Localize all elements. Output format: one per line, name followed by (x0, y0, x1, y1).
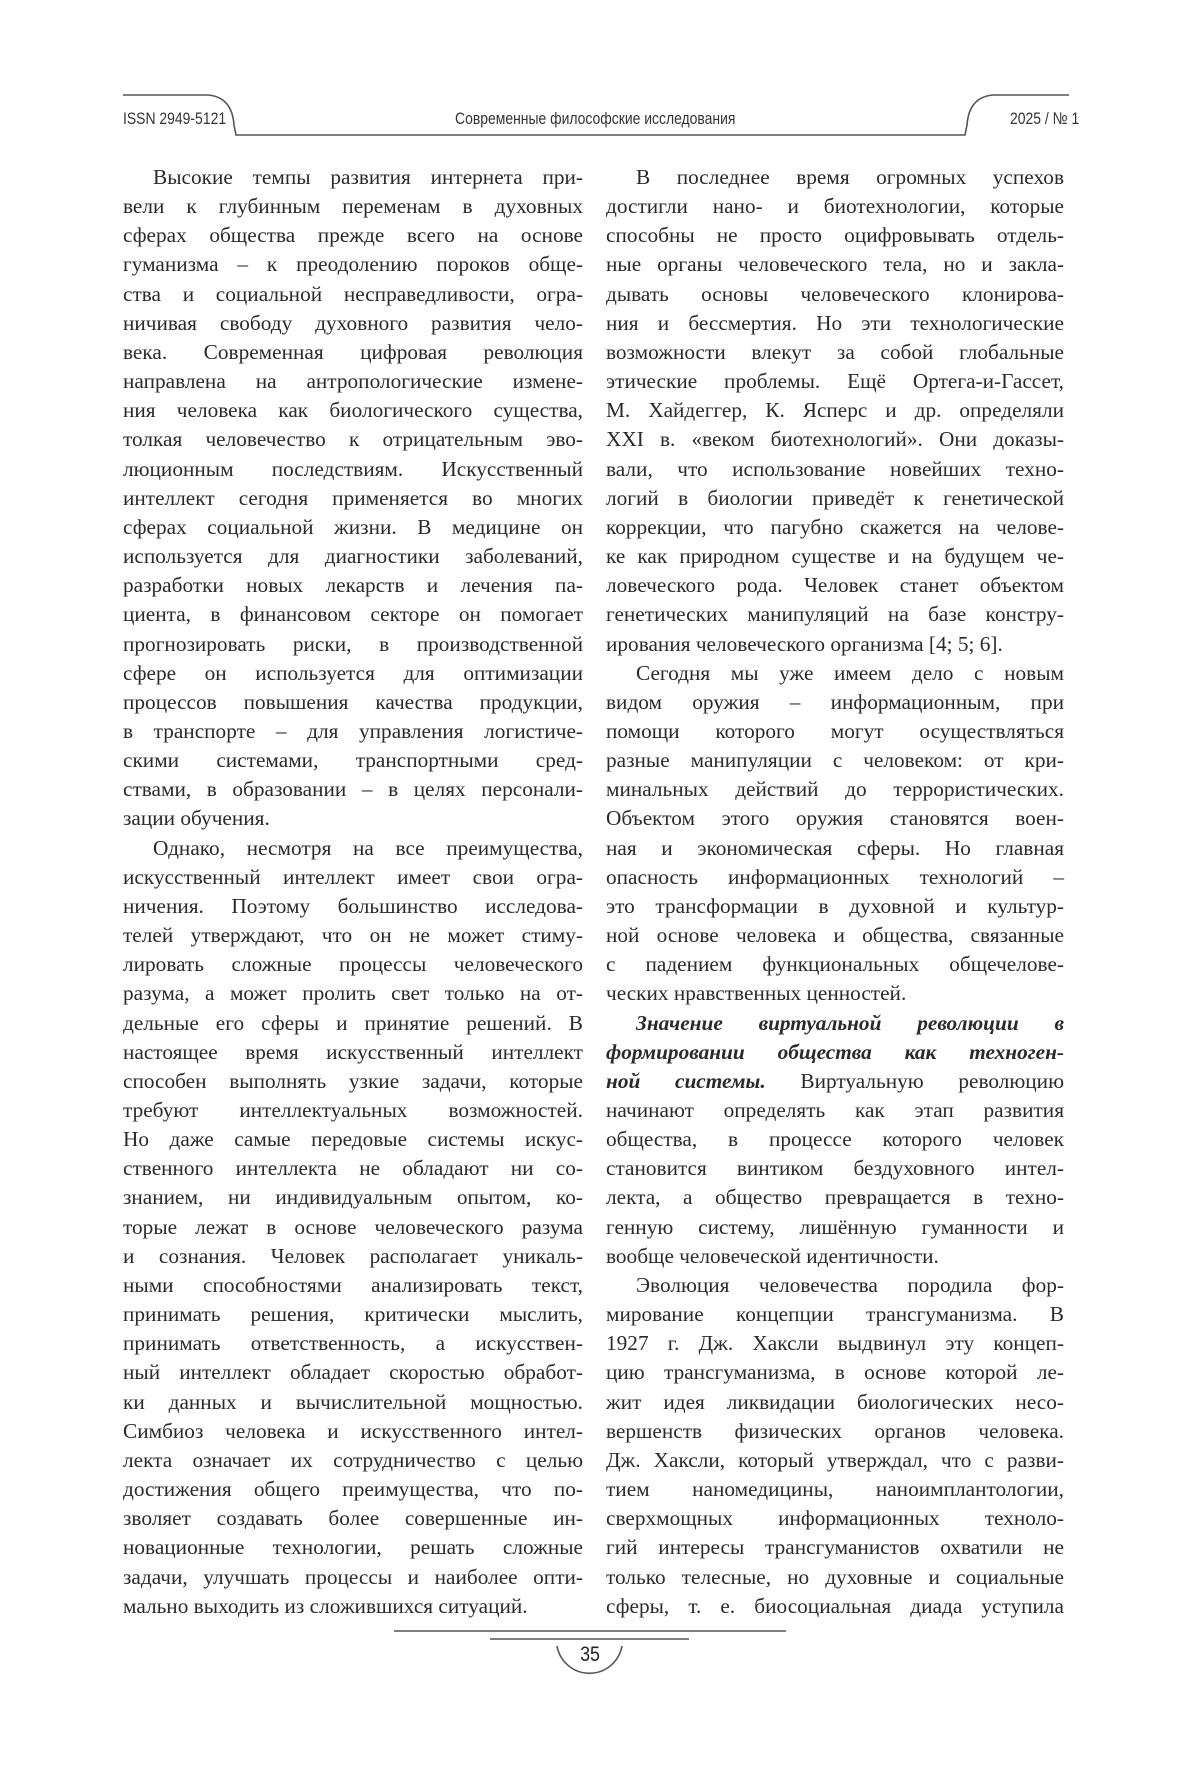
text-line: Высокие темпы развития интернета при- (123, 163, 583, 192)
text-line: логий в биологии приведёт к генетической (606, 484, 1064, 513)
text-line: ки данных и вычислительной мощностью. (123, 1388, 583, 1417)
text-line: сверхмощных информационных техноло- (606, 1504, 1064, 1533)
text-line: века. Современная цифровая революция (123, 338, 583, 367)
text-line: ная и экономическая сферы. Но главная (606, 834, 1064, 863)
page-number: 35 (566, 1643, 614, 1667)
text-line: гий интересы трансгуманистов охватили не (606, 1533, 1064, 1562)
text-line: способен выполнять узкие задачи, которые (123, 1067, 583, 1096)
text-line: общества, в процессе которого человек (606, 1125, 1064, 1154)
text-line: ничивая свободу духовного развития чело- (123, 309, 583, 338)
text-line: принимать ответственность, а искусствен- (123, 1329, 583, 1358)
text-line: сферах общества прежде всего на основе (123, 221, 583, 250)
text-line: Но даже самые передовые системы искус- (123, 1125, 583, 1154)
text-line: ловеческого рода. Человек станет объектом (606, 571, 1064, 600)
text-line: знанием, ни индивидуальным опытом, ко- (123, 1183, 583, 1212)
text-line: сферы, т. е. биосоциальная диада уступила (606, 1592, 1064, 1621)
text-line: возможности влекут за собой глобальные (606, 338, 1064, 367)
text-line: скими системами, транспортными сред- (123, 746, 583, 775)
text-line: XXI в. «веком биотехнологий». Они доказы- (606, 425, 1064, 454)
text-line: достижения общего преимущества, что по- (123, 1475, 583, 1504)
text-line: 1927 г. Дж. Хаксли выдвинул эту концеп- (606, 1329, 1064, 1358)
text-line: искусственный интеллект имеет свои огра- (123, 863, 583, 892)
section-heading-text: Значение виртуальной революции в (636, 1011, 1064, 1035)
text-line: ния и бессмертия. Но эти технологические (606, 309, 1064, 338)
text-column-right (606, 163, 1064, 1621)
text-line: вели к глубинным переменам в духовных (123, 192, 583, 221)
text-line: Объектом этого оружия становятся воен- (606, 804, 1064, 833)
text-line: достигли нано- и биотехнологии, которые (606, 192, 1064, 221)
text-line: лировать сложные процессы человеческого (123, 950, 583, 979)
text-line: толкая человечество к отрицательным эво- (123, 425, 583, 454)
paragraph (606, 659, 1064, 1009)
text-line: дывать основы человеческого клонирова- (606, 280, 1064, 309)
text-line: ной основе человека и общества, связанные (606, 921, 1064, 950)
text-line: разные манипуляции с человеком: от кри- (606, 746, 1064, 775)
text-line: торые лежат в основе человеческого разума (123, 1213, 583, 1242)
text-line: ства и социальной несправедливости, огра- (123, 280, 583, 309)
text-line: вообще человеческой идентичности. (606, 1242, 1064, 1271)
text-line: мально выходить из сложившихся ситуаций. (123, 1592, 583, 1621)
text-line: генную систему, лишённую гуманности и (606, 1213, 1064, 1242)
text-line: зволяет создавать более совершенные ин- (123, 1504, 583, 1533)
text-line: телей утверждают, что он не может стиму- (123, 921, 583, 950)
text-line: помощи которого могут осуществляться (606, 717, 1064, 746)
text-line: и сознания. Человек располагает уникаль- (123, 1242, 583, 1271)
text-line: с падением функциональных общечелове- (606, 950, 1064, 979)
paragraph (606, 163, 1064, 659)
text-line: ными способностями анализировать текст, (123, 1271, 583, 1300)
text-line: коррекции, что пагубно скажется на челове- (606, 513, 1064, 542)
text-line: ный интеллект обладает скоростью обработ- (123, 1358, 583, 1387)
text-line: принимать решения, критически мыслить, (123, 1300, 583, 1329)
text-line: направлена на антропологические измене- (123, 367, 583, 396)
text-line: разработки новых лекарств и лечения па- (123, 571, 583, 600)
text-line: Однако, несмотря на все преимущества, (123, 834, 583, 863)
text-line: ствами, в образовании – в целях персонали- (123, 775, 583, 804)
body-text: Виртуальную революцию (766, 1069, 1064, 1093)
text-line: этические проблемы. Ещё Ортега-и-Гассет, (606, 367, 1064, 396)
text-line: дельные его сферы и принятие решений. В (123, 1009, 583, 1038)
text-line: ственного интеллекта не обладают ни со- (123, 1154, 583, 1183)
text-line: генетических манипуляций на базе констру- (606, 600, 1064, 629)
text-line: в транспорте – для управления логистиче- (123, 717, 583, 746)
text-line: тием наномедицины, наноимплантологии, (606, 1475, 1064, 1504)
text-line: ке как природном существе и на будущем че- (606, 542, 1064, 571)
text-line: сферах социальной жизни. В медицине он (123, 513, 583, 542)
text-line: новационные технологии, решать сложные (123, 1533, 583, 1562)
text-line: начинают определять как этап развития (606, 1096, 1064, 1125)
text-line: зации обучения. (123, 804, 583, 833)
text-column-left (123, 163, 583, 1621)
text-line: способны не просто оцифровывать отдель- (606, 221, 1064, 250)
text-line: это трансформации в духовной и культур- (606, 892, 1064, 921)
text-line (606, 1038, 1064, 1067)
text-line: Сегодня мы уже имеем дело с новым (606, 659, 1064, 688)
paragraph (123, 834, 583, 1621)
text-line: Дж. Хаксли, который утверждал, что с разви- (606, 1446, 1064, 1475)
text-line: жит идея ликвидации биологических несо- (606, 1388, 1064, 1417)
paragraph (606, 1009, 1064, 1271)
issue-number: 2025 / № 1 (1010, 109, 1079, 129)
text-line: вершенств физических органов человека. (606, 1417, 1064, 1446)
text-line: гуманизма – к преодолению пороков обще- (123, 250, 583, 279)
text-line: ния человека как биологического существа, (123, 396, 583, 425)
section-heading-text: ной системы. (606, 1069, 766, 1093)
text-line: становится винтиком бездуховного интел- (606, 1154, 1064, 1183)
text-line: только телесные, но духовные и социальные (606, 1563, 1064, 1592)
text-line: лекта означает их сотрудничество с целью (123, 1446, 583, 1475)
text-line (606, 1009, 1064, 1038)
text-line: настоящее время искусственный интеллект (123, 1038, 583, 1067)
text-line: ирования человеческого организма [4; 5; 6]. (606, 630, 1064, 659)
text-line: прогнозировать риски, в производственной (123, 630, 583, 659)
text-line: минальных действий до террористических. (606, 775, 1064, 804)
text-line: используется для диагностики заболеваний, (123, 542, 583, 571)
text-line: ческих нравственных ценностей. (606, 979, 1064, 1008)
section-heading-text: формировании общества как техноген- (606, 1040, 1064, 1064)
text-line: цию трансгуманизма, в основе которой ле- (606, 1358, 1064, 1387)
text-line: мирование концепции трансгуманизма. В (606, 1300, 1064, 1329)
text-line: М. Хайдеггер, К. Ясперс и др. определяли (606, 396, 1064, 425)
text-line: вали, что использование новейших техно- (606, 455, 1064, 484)
text-line: процессов повышения качества продукции, (123, 688, 583, 717)
text-line: циента, в финансовом секторе он помогает (123, 600, 583, 629)
text-line: лекта, а общество превращается в техно- (606, 1183, 1064, 1212)
text-line: задачи, улучшать процессы и наиболее опти- (123, 1563, 583, 1592)
text-line: сфере он используется для оптимизации (123, 659, 583, 688)
text-line: требуют интеллектуальных возможностей. (123, 1096, 583, 1125)
text-line: люционным последствиям. Искусственный (123, 455, 583, 484)
text-line: ничения. Поэтому большинство исследова- (123, 892, 583, 921)
text-line: Эволюция человечества породила фор- (606, 1271, 1064, 1300)
paragraph (606, 1271, 1064, 1621)
text-line: Симбиоз человека и искусственного интел- (123, 1417, 583, 1446)
journal-title: Современные философские исследования (455, 109, 735, 129)
text-line: опасность информационных технологий – (606, 863, 1064, 892)
text-line: интеллект сегодня применяется во многих (123, 484, 583, 513)
paragraph (123, 163, 583, 834)
text-line: видом оружия – информационным, при (606, 688, 1064, 717)
text-line: В последнее время огромных успехов (606, 163, 1064, 192)
text-line: ные органы человеческого тела, но и закла- (606, 250, 1064, 279)
text-line: разума, а может пролить свет только на от- (123, 979, 583, 1008)
issn: ISSN 2949-5121 (123, 109, 226, 129)
text-line (606, 1067, 1064, 1096)
